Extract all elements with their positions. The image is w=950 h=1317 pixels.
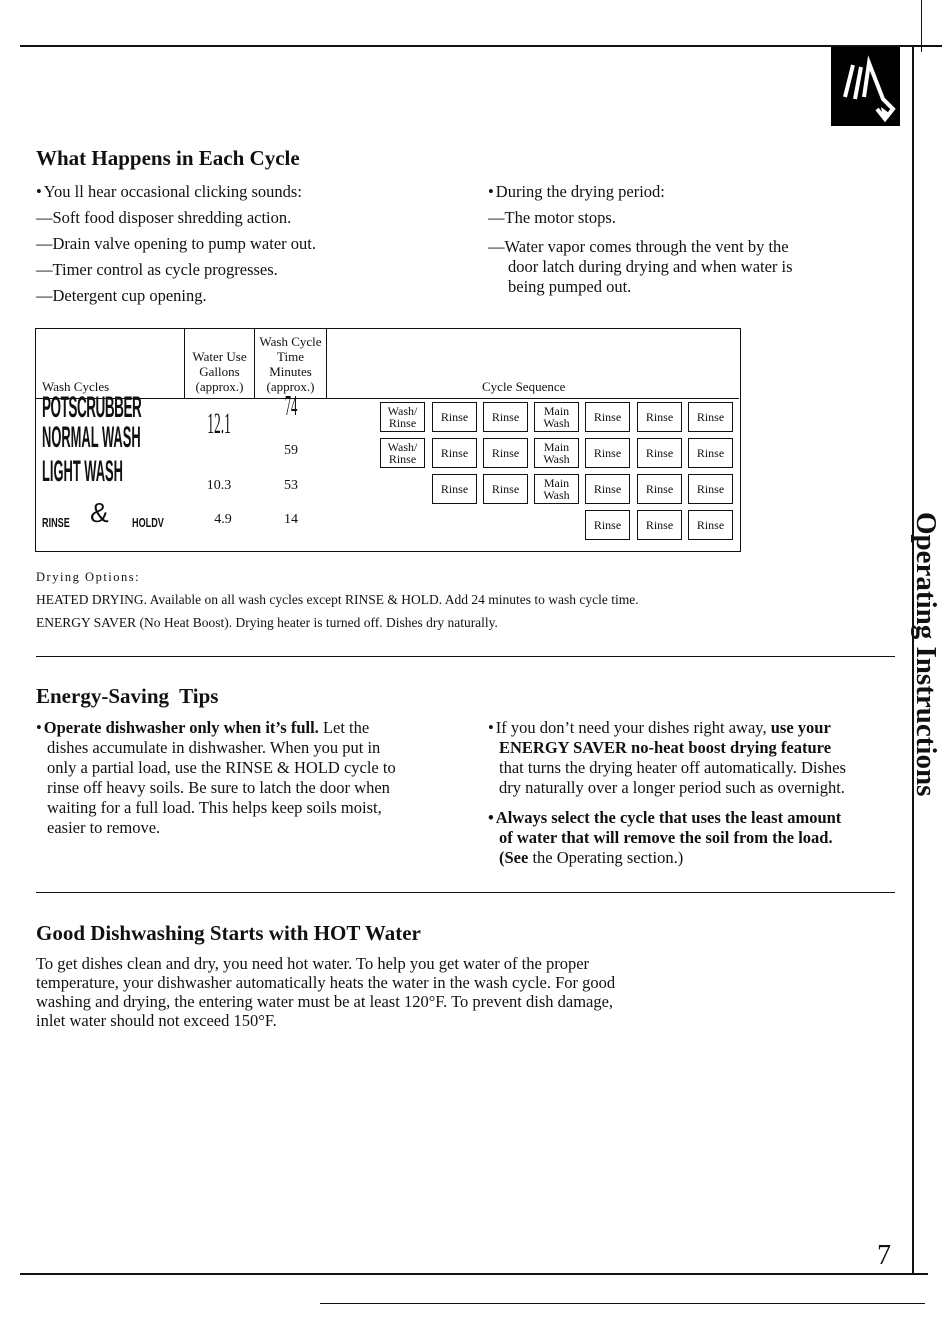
paragraph-line: washing and drying, the entering water must be at least 120°F. To prevent dish damage,	[36, 992, 614, 1011]
cycle-step-label: Rinse	[593, 446, 622, 460]
heated-drying-text: HEATED DRYING. Available on all wash cycles except RINSE & HOLD. Add 24 minutes to wash cycle time.	[36, 592, 639, 607]
tip-emphasis: • Always select the cycle that uses the least amount	[488, 808, 841, 828]
cycle-step-label: Rinse	[645, 482, 674, 496]
table-divider	[326, 329, 327, 399]
cycle-step-label: Rinse	[593, 410, 622, 424]
cycle-step-box	[432, 402, 477, 432]
cycle-step-label: Rinse	[491, 446, 520, 460]
page-number: 7	[877, 1240, 891, 1271]
cycle-step-label: Rinse	[696, 482, 725, 496]
cycle-name-rinse: RINSE	[42, 515, 70, 530]
cycle-step-box	[585, 438, 630, 468]
hand-pointer-icon	[831, 47, 900, 126]
tip-line	[488, 848, 841, 868]
cycle-step-label: Main Wash	[543, 476, 570, 502]
list-item: —Soft food disposer shredding action.	[36, 208, 292, 227]
list-item: being pumped out.	[508, 277, 632, 296]
header-line: Time	[277, 349, 304, 364]
cycle-step-box	[585, 510, 630, 540]
cycle-step-box	[688, 474, 733, 504]
tip-line: dry naturally over a longer period such as overnight.	[499, 778, 845, 797]
cycle-step-box	[483, 474, 528, 504]
header-line: (approx.)	[266, 379, 315, 394]
list-item: —Water vapor comes through the vent by the	[488, 237, 789, 256]
tip-line	[488, 718, 846, 738]
cycle-step-label: Wash/ Rinse	[387, 404, 418, 430]
cycle-step-label: Rinse	[440, 410, 469, 424]
cycle-step-box	[688, 510, 733, 540]
header-time	[255, 334, 326, 394]
cycle-step-label: Rinse	[491, 410, 520, 424]
section-title-hot-water: Good Dishwashing Starts with HOT Water	[36, 921, 421, 945]
list-item: —Timer control as cycle progresses.	[36, 260, 278, 279]
header-line: (approx.)	[195, 379, 244, 394]
cycle-step-box	[688, 402, 733, 432]
tip-text: Let the	[318, 718, 370, 737]
minutes-value: 14	[284, 512, 298, 527]
header-line: Minutes	[269, 364, 312, 379]
cycle-step-box	[637, 438, 682, 468]
tip-line	[36, 718, 396, 738]
list-item: • During the drying period:	[488, 179, 793, 205]
cycle-step-box	[585, 402, 630, 432]
minutes-value: 74	[284, 391, 298, 422]
cycle-step-box	[534, 402, 579, 432]
cycle-step-box	[534, 474, 579, 504]
cycle-step-label: Rinse	[645, 518, 674, 532]
cycle-step-label: Rinse	[696, 518, 725, 532]
cycle-sounds-list	[36, 179, 316, 309]
paragraph-line: To get dishes clean and dry, you need hot water. To help you get water of the proper	[36, 954, 590, 973]
cycle-step-label: Main Wash	[543, 404, 570, 430]
tip-line: dishes accumulate in dishwasher. When you put in	[47, 738, 381, 757]
cycle-step-box	[432, 474, 477, 504]
tip-line: that turns the drying heater off automatically. Dishes	[499, 758, 846, 777]
header-line: Wash Cycle	[259, 334, 322, 349]
top-rule	[20, 45, 942, 47]
cycle-name-potscrubber: POTSCRUBBER	[42, 391, 142, 424]
side-section-title: Operating Instructions	[910, 512, 942, 797]
drying-period-list	[488, 179, 793, 297]
cycle-step-box	[688, 438, 733, 468]
cycle-name-light-wash: LIGHT WASH	[42, 455, 123, 488]
cycle-step-box	[534, 438, 579, 468]
paragraph-line: temperature, your dishwasher automatically heats the water in the wash cycle. For good	[36, 973, 616, 992]
list-item: • You ll hear occasional clicking sounds:	[36, 179, 316, 205]
minutes-value: 59	[284, 443, 298, 458]
cycle-step-box	[380, 402, 425, 432]
section-divider	[36, 656, 895, 657]
cycle-step-label: Rinse	[491, 482, 520, 496]
cycle-step-box	[637, 474, 682, 504]
cycle-table	[35, 328, 741, 552]
header-line: Gallons	[199, 364, 240, 379]
footer-rule	[320, 1303, 925, 1304]
section-title-cycles: What Happens in Each Cycle	[36, 146, 300, 170]
tip-emphasis: Operate dishwasher only when it’s full.	[43, 718, 319, 737]
cycle-step-box	[483, 402, 528, 432]
list-item: door latch during drying and when water is	[508, 257, 793, 276]
minutes-value: 53	[284, 478, 298, 493]
energy-tip-full-load	[36, 718, 396, 838]
cycle-step-box	[637, 510, 682, 540]
cycle-name-amp: &	[90, 497, 109, 528]
header-line: Water Use	[192, 349, 247, 364]
header-water-use	[185, 349, 254, 394]
tip-line: easier to remove.	[47, 818, 161, 837]
tip-line: waiting for a full load. This helps keep soils moist,	[47, 798, 382, 817]
cycle-step-box	[380, 438, 425, 468]
cycle-step-box	[432, 438, 477, 468]
cycle-step-label: Rinse	[696, 446, 725, 460]
cycle-name-normal-wash: NORMAL WASH	[42, 421, 141, 454]
cycle-step-label: Rinse	[645, 446, 674, 460]
paragraph-line: inlet water should not exceed 150°F.	[36, 1011, 277, 1030]
cycle-step-box	[483, 438, 528, 468]
tip-line: only a partial load, use the RINSE & HOLD cycle to	[47, 758, 396, 777]
energy-tip-least-water	[488, 808, 841, 868]
tip-line: rinse off heavy soils. Be sure to latch the door when	[47, 778, 390, 797]
cycle-step-label: Rinse	[440, 482, 469, 496]
gallons-value: 12.1	[207, 407, 231, 440]
section-title-energy: Energy-Saving Tips	[36, 684, 219, 708]
drying-options-label: Drying Options:	[36, 570, 141, 584]
energy-saver-text: ENERGY SAVER (No Heat Boost). Drying heater is turned off. Dishes dry naturally.	[36, 615, 498, 630]
bottom-rule	[20, 1273, 928, 1275]
cycle-step-label: Rinse	[593, 482, 622, 496]
cycle-step-label: Rinse	[440, 446, 469, 460]
cycle-step-box	[637, 402, 682, 432]
cycle-step-label: Rinse	[696, 410, 725, 424]
cycle-step-box	[585, 474, 630, 504]
tip-emphasis: use your	[770, 718, 831, 737]
cycle-name-hold: HOLDV	[132, 515, 164, 530]
tip-emphasis: ENERGY SAVER no-heat boost drying feature	[499, 738, 832, 757]
header-cycle-sequence: Cycle Sequence	[482, 379, 566, 394]
right-outer-rule	[921, 0, 922, 52]
list-item: —Drain valve opening to pump water out.	[36, 234, 316, 253]
gallons-value: 10.3	[206, 478, 232, 493]
list-item: —Detergent cup opening.	[36, 286, 207, 305]
list-item: —The motor stops.	[488, 208, 616, 227]
energy-tip-energy-saver	[488, 718, 846, 798]
header-wash-cycles: Wash Cycles	[42, 379, 110, 394]
gallons-value: 4.9	[214, 512, 232, 527]
hot-water-paragraph	[36, 954, 615, 1030]
tip-emphasis: (See	[499, 848, 529, 867]
cycle-step-label: Main Wash	[543, 440, 570, 466]
tip-emphasis: of water that will remove the soil from the load.	[499, 828, 833, 847]
section-divider	[36, 892, 895, 893]
cycle-step-label: Wash/ Rinse	[387, 440, 418, 466]
tip-text: If you don’t need your dishes right away,	[495, 718, 771, 737]
cycle-step-label: Rinse	[645, 410, 674, 424]
cycle-step-label: Rinse	[593, 518, 622, 532]
tip-text: the Operating section.)	[528, 848, 684, 867]
